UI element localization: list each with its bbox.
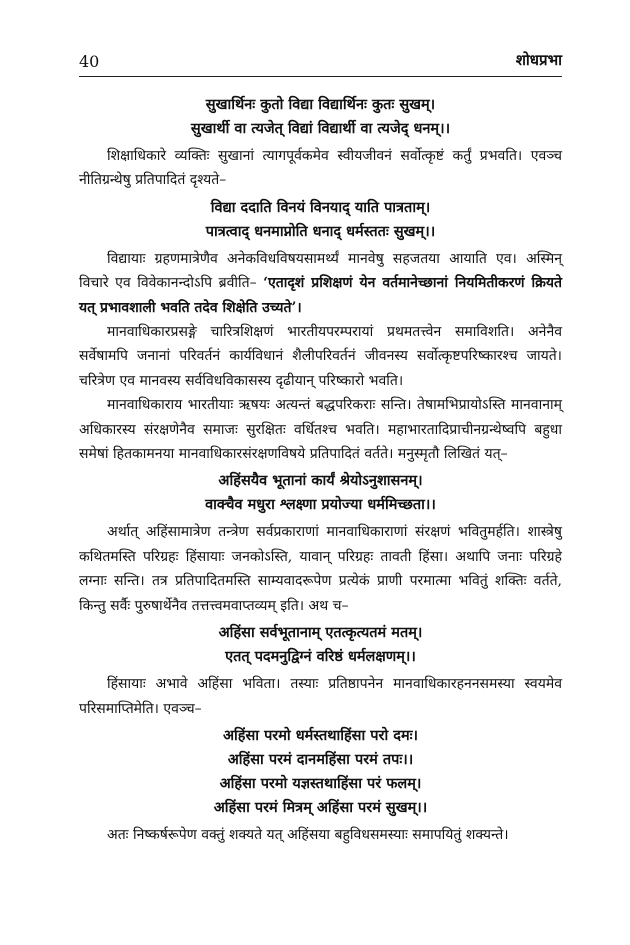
verse-line: अहिंसा परमं दानमहिंसा परमं तपः।। — [227, 750, 414, 768]
verse-line: अहिंसा परमं मित्रम् अहिंसा परमं सुखम्।। — [213, 798, 428, 816]
verse-line: सुखार्थिनः कुतो विद्या विद्यार्थिनः कुतः सुखम्। — [205, 96, 436, 113]
verse-block — [79, 621, 562, 669]
page-number: 40 — [79, 52, 100, 71]
verse-line: अहिंसा परमो धर्मस्तथाहिंसा परो दमः। — [222, 726, 419, 744]
verse-line: अहिंसा परमो यज्ञस्तथाहिंसा परं फलम्। — [219, 774, 422, 792]
verse-line: सुखार्थी वा त्यजेत् विद्यां विद्यार्थी वा त्यजेद् धनम्।। — [190, 120, 451, 137]
verse-line: एतत् पदमनुद्विग्नं वरिष्ठं धर्मलक्षणम्।। — [225, 648, 416, 666]
paragraph: हिंसायाः अभावे अहिंसा भविता। तस्याः प्रतिष्ठापनेन मानवाधिकारहननसमस्या स्वयमेव परिसमाप्तिमेति। एवञ्च– — [79, 676, 562, 717]
running-title: शोधप्रभा — [515, 51, 562, 69]
verse-block — [79, 196, 562, 244]
page-body — [79, 90, 562, 847]
paragraph: अतः निष्कर्षरूपेण वक्तुं शक्यते यत् अहिंसया बहुविधसमस्याः समापयितुं शक्यन्ते। — [107, 826, 509, 843]
verse-line: अहिंसा सर्वभूतानाम् एतत्कृत्यतमं मतम्। — [218, 624, 423, 642]
verse-block — [79, 469, 562, 517]
paragraph: अर्थात् अहिंसामात्रेण तन्त्रेण सर्वप्रकाराणां मानवाधिकाराणां संरक्षणं भवितुमर्हति। शास्त्रेषु कथितमस्ति परिग्रहः हिंसायाः जनकोऽस्ति, यावान् परिग्रहः तावती हिंसा। अथापि जनाः परिग्रहे लग्नाः सन्ति। तत्र प्रतिपादितमस्ति साम्यवादरूपेण प्रत्येकं प्राणी परमात्मा भवितुं शक्तिः वर्तते, किन्तु सर्वैः पुरुषार्थेनैव तत्तत्त्वमवाप्तव्यम् इति। अथ च– — [79, 524, 562, 614]
verse-line: पात्रत्वाद् धनमाप्नोति धनाद् धर्मस्ततः सुखम्।। — [205, 222, 436, 240]
paragraph: मानवाधिकारप्रसङ्गे चारित्रशिक्षणं भारतीयपरम्परायां प्रथमतत्त्वेन समाविशति। अनेनैव सर्वेषामपि जनानां परिवर्तनं कार्यविधानं शैलीपरिवर्तनं जीवनस्य सर्वोत्कृष्टपरिष्कारश्च जायते। चरित्रेण एव मानवस्य सर्वविधविकासस्य दृढीयान् परिष्कारो भवति। — [79, 324, 562, 389]
paragraph: शिक्षाधिकारे व्यक्तिः सुखानां त्यागपूर्वकमेव स्वीयजीवनं सर्वोत्कृष्टं कर्तुं प्रभवति। एवञ्च नीतिग्रन्थेषु प्रतिपादितं दृश्यते– — [79, 148, 562, 189]
verse-line: अहिंसयैव भूतानां कार्यं श्रेयोऽनुशासनम्। — [218, 472, 423, 490]
verse-block — [79, 724, 562, 820]
verse-block — [79, 93, 562, 141]
paragraph: मानवाधिकाराय भारतीयाः ऋषयः अत्यन्तं बद्धपरिकराः सन्ति। तेषामभिप्रायोऽस्ति मानवानाम् अधिकारस्य संरक्षणेनैव समाजः सुरक्षितः वर्धितश्च भवति। महाभारतादिप्राचीनग्रन्थेष्वपि बहुधा समेषां हितकामनया मानवाधिकारसंरक्षणविषये प्रतिपादितं वर्तते। मनुस्मृतौ लिखितं यत्– — [79, 397, 562, 463]
paragraph — [79, 247, 562, 320]
paragraph-text: विद्यायाः ग्रहणमात्रेणैव अनेकविधविषयसामर्थ्यं मानवेषु सहजतया आयाति एव। अस्मिन् विचारे एव विवेकानन्दोऽपि ब्रवीति– — [79, 250, 562, 292]
verse-line: विद्या ददाति विनयं विनयाद् याति पात्रताम्। — [210, 198, 431, 216]
verse-line: वाक्चैव मधुरा श्लक्ष्णा प्रयोज्या धर्ममिच्छता।। — [205, 496, 436, 514]
page-header — [79, 50, 562, 77]
quote-bold: ‘एतादृशं प्रशिक्षणं येन वर्तमानेच्छानां नियमितीकरणं क्रियते यत् प्रभावशाली भवति तदेव शिक्षेति उच्यते’। — [79, 275, 562, 316]
